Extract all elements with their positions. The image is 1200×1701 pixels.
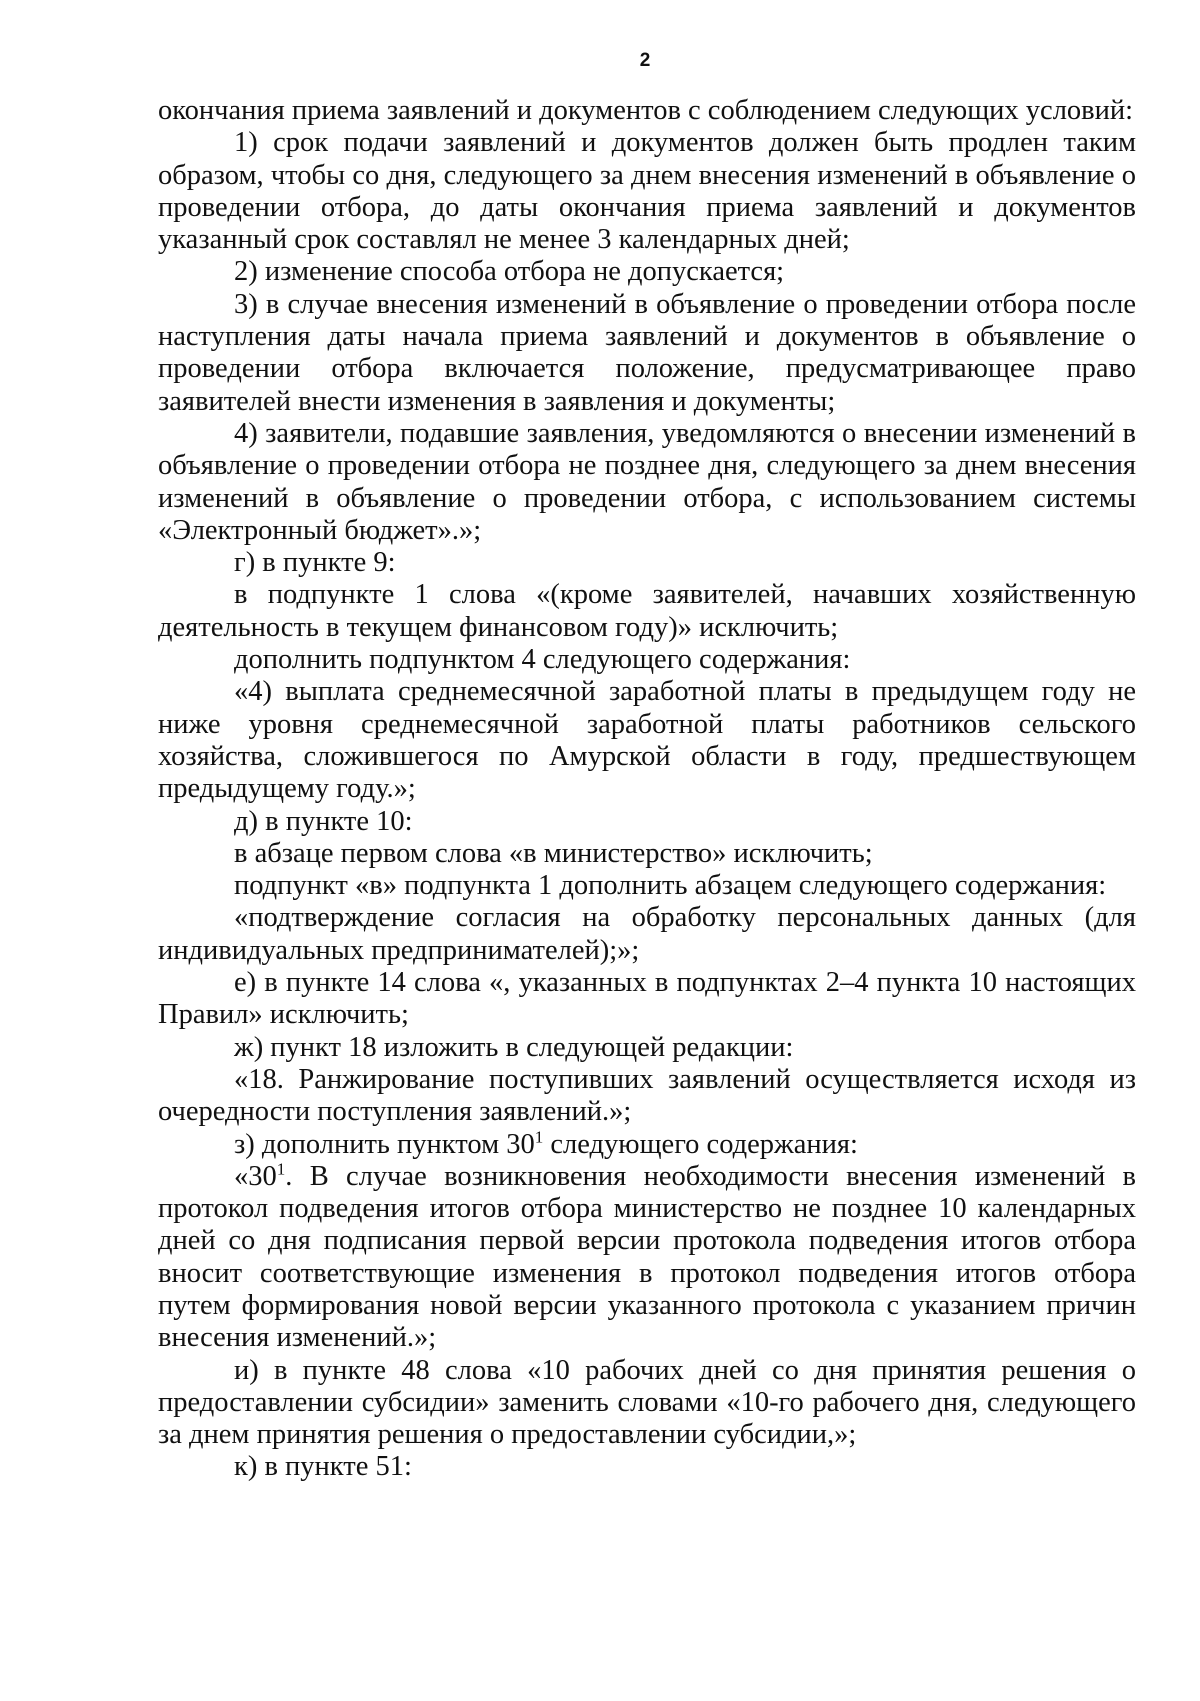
paragraph-item: окончания приема заявлений и документов с соблюдением следующих условий: xyxy=(158,95,1134,126)
paragraph-item: ж) пункт 18 изложить в следующей редакции: xyxy=(234,1031,794,1063)
paragraph-item-30-1-intro xyxy=(158,1129,1136,1161)
paragraph-text: . В случае возникновения необходимости внесения изменений в протокол подведения итогов отбора министерство не позднее 10 календарных дней со дня подписания первой версии протокола подведения итогов отбора вносит соответствующие изменения в протокол подведения итогов отбора путем формирования новой версии указанного протокола с указанием причин внесения изменений.»; xyxy=(158,1160,1136,1354)
paragraph-list xyxy=(158,95,1136,1129)
paragraph-item: д) в пункте 10: xyxy=(234,805,413,837)
paragraph-item: к) в пункте 51: xyxy=(234,1451,412,1483)
paragraph-item: «подтверждение согласия на обработку персональных данных (для индивидуальных предпринимателей);»; xyxy=(158,902,1136,966)
paragraph-item: 2) изменение способа отбора не допускается; xyxy=(234,256,785,288)
page-number: 2 xyxy=(639,50,651,71)
superscript: 1 xyxy=(534,1127,544,1146)
document-body xyxy=(158,95,1136,1484)
paragraph-item: в абзаце первом слова «в министерство» исключить; xyxy=(234,837,873,869)
superscript: 1 xyxy=(276,1159,286,1179)
paragraph-text: з) дополнить пунктом 30 xyxy=(234,1128,535,1160)
paragraph-item: «4) выплата среднемесячной заработной платы в предыдущем году не ниже уровня среднемесячной заработной платы работников сельского хозяйства, сложившегося по Амурской области в году, предшествующем предыдущему году.»; xyxy=(158,676,1136,805)
paragraph-item: 3) в случае внесения изменений в объявление о проведении отбора после наступления даты начала приема заявлений и документов в объявление о проведении отбора включается положение, предусматривающее право заявителей внести изменения в заявления и документы; xyxy=(158,288,1136,417)
paragraph-item: дополнить подпунктом 4 следующего содержания: xyxy=(234,644,851,676)
paragraph-item: 4) заявители, подавшие заявления, уведомляются о внесении изменений в объявление о проведении отбора не позднее дня, следующего за днем внесения изменений в объявление о проведении отбора, с использованием системы «Электронный бюджет».»; xyxy=(158,417,1136,546)
paragraph-item: и) в пункте 48 слова «10 рабочих дней со дня принятия решения о предоставлении субсидии» заменить словами «10-го рабочего дня, следующего за днем принятия решения о предоставлении субсидии,»; xyxy=(158,1354,1136,1451)
paragraph-item: «18. Ранжирование поступивших заявлений осуществляется исходя из очередности поступления заявлений.»; xyxy=(158,1063,1136,1128)
paragraph-item: подпункт «в» подпункта 1 дополнить абзацем следующего содержания: xyxy=(234,870,1107,902)
paragraph-item: 1) срок подачи заявлений и документов должен быть продлен таким образом, чтобы со дня, следующего за днем внесения изменений в объявление о проведении отбора, до даты окончания приема заявлений и документов указанный срок составлял не менее 3 календарных дней; xyxy=(158,127,1136,256)
paragraph-list-tail xyxy=(158,1355,1136,1484)
paragraph-item-30-1-text xyxy=(158,1161,1136,1355)
paragraph-item: г) в пункте 9: xyxy=(234,547,396,579)
paragraph-item: в подпункте 1 слова «(кроме заявителей, начавших хозяйственную деятельность в текущем финансовом году)» исключить; xyxy=(158,579,1136,643)
paragraph-text: следующего содержания: xyxy=(543,1128,858,1160)
paragraph-text: «30 xyxy=(234,1160,277,1192)
paragraph-item: е) в пункте 14 слова «, указанных в подпунктах 2–4 пункта 10 настоящих Правил» исключить; xyxy=(158,967,1136,1031)
